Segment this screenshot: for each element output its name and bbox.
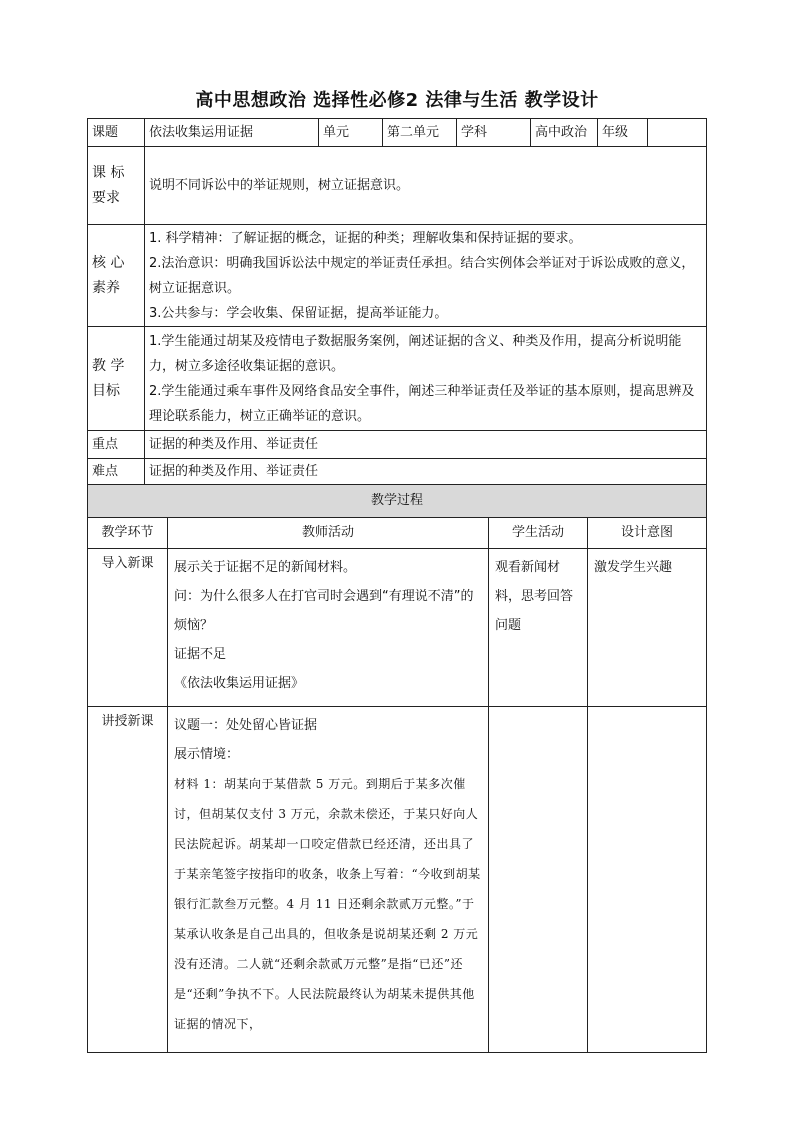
competencies-row — [88, 225, 707, 327]
competencies-content — [145, 225, 707, 327]
discipline-label: 学科 — [457, 119, 531, 147]
lecture-row — [88, 707, 707, 1053]
scenario-label: 展示情境： — [174, 747, 240, 762]
lecture-student — [489, 707, 588, 1053]
intro-intent: 激发学生兴趣 — [588, 549, 707, 707]
standards-row — [88, 147, 707, 225]
process-column-headers — [88, 518, 707, 549]
lecture-intent — [588, 707, 707, 1053]
process-header: 教学过程 — [88, 485, 707, 518]
competency-science: 1. 科学精神：了解证据的概念，证据的种类；理解收集和保持证据的要求。 — [149, 230, 582, 246]
unit-value: 第二单元 — [383, 119, 457, 147]
key-points-row — [88, 431, 707, 459]
competency-law: 2.法治意识：明确我国诉讼法中规定的举证责任承担。结合实例体会举证对于诉讼成败的意义，树立证据意识。 — [149, 255, 695, 296]
intro-teacher-line-1: 展示关于证据不足的新闻材料。 — [174, 560, 357, 575]
grade-value — [648, 119, 707, 147]
objectives-row — [88, 327, 707, 431]
lecture-stage: 讲授新课 — [88, 707, 168, 1053]
intro-teacher-line-3: 证据不足 — [174, 647, 227, 662]
col-teacher: 教师活动 — [168, 518, 489, 549]
difficulties-row — [88, 459, 707, 485]
key-points-label: 重点 — [88, 431, 145, 459]
objectives-label: 教 学 目标 — [88, 327, 145, 431]
difficulties-text: 证据的种类及作用、举证责任 — [145, 459, 707, 485]
intro-teacher-line-4: 《依法收集运用证据》 — [174, 676, 305, 691]
col-stage: 教学环节 — [88, 518, 168, 549]
intro-row — [88, 549, 707, 707]
standards-label: 课 标 要求 — [88, 147, 145, 225]
intro-stage: 导入新课 — [88, 549, 168, 707]
key-points-text: 证据的种类及作用、举证责任 — [145, 431, 707, 459]
objective-2: 2.学生能通过乘车事件及网络食品安全事件，阐述三种举证责任及举证的基本原则，提高思辨及理论联系能力，树立正确举证的意识。 — [149, 383, 695, 424]
subject-label: 课题 — [88, 119, 145, 147]
objective-1: 1.学生能通过胡某及疫情电子数据服务案例，阐述证据的含义、种类及作用，提高分析说明能力，树立多途径收集证据的意识。 — [149, 333, 682, 374]
grade-label: 年级 — [598, 119, 648, 147]
difficulties-label: 难点 — [88, 459, 145, 485]
discipline-value: 高中政治 — [531, 119, 598, 147]
process-header-row — [88, 485, 707, 518]
col-student: 学生活动 — [489, 518, 588, 549]
info-row — [88, 119, 707, 147]
competencies-label: 核 心 素养 — [88, 225, 145, 327]
col-intent: 设计意图 — [588, 518, 707, 549]
standards-text: 说明不同诉讼中的举证规则，树立证据意识。 — [145, 147, 707, 225]
unit-label: 单元 — [319, 119, 383, 147]
competency-participation: 3.公共参与：学会收集、保留证据，提高举证能力。 — [149, 305, 448, 321]
course-info-table — [87, 118, 707, 485]
teaching-process-table — [87, 484, 707, 1053]
topic-one: 议题一：处处留心皆证据 — [174, 718, 318, 733]
lecture-teacher — [168, 707, 489, 1053]
objectives-content — [145, 327, 707, 431]
intro-teacher — [168, 549, 489, 707]
intro-teacher-line-2: 问：为什么很多人在打官司时会遇到“有理说不清”的烦恼？ — [174, 589, 474, 633]
subject-value: 依法收集运用证据 — [145, 119, 319, 147]
page-title: 高中思想政治 选择性必修2 法律与生活 教学设计 — [195, 90, 599, 111]
intro-student: 观看新闻材料，思考回答问题 — [489, 549, 588, 707]
material-1-text: 材料 1：胡某向于某借款 5 万元。到期后于某多次催讨，但胡某仅支付 3 万元，余款未偿还，于某只好向人民法院起诉。胡某却一口咬定借款已经还清，还出具了于某亲笔签字按指印的收条，收条上写着：“今收到胡某银行汇款叁万元整。4 月 11 日还剩余款贰万元整。”于某承认收条是自己出具的，但收条是说胡某还剩 2 万元没有还清。二人就“还剩余款贰万元整”是指“已还”还是“还剩”争执不下。人民法院最终认为胡某未提供其他证据的情况下， — [174, 777, 481, 1031]
